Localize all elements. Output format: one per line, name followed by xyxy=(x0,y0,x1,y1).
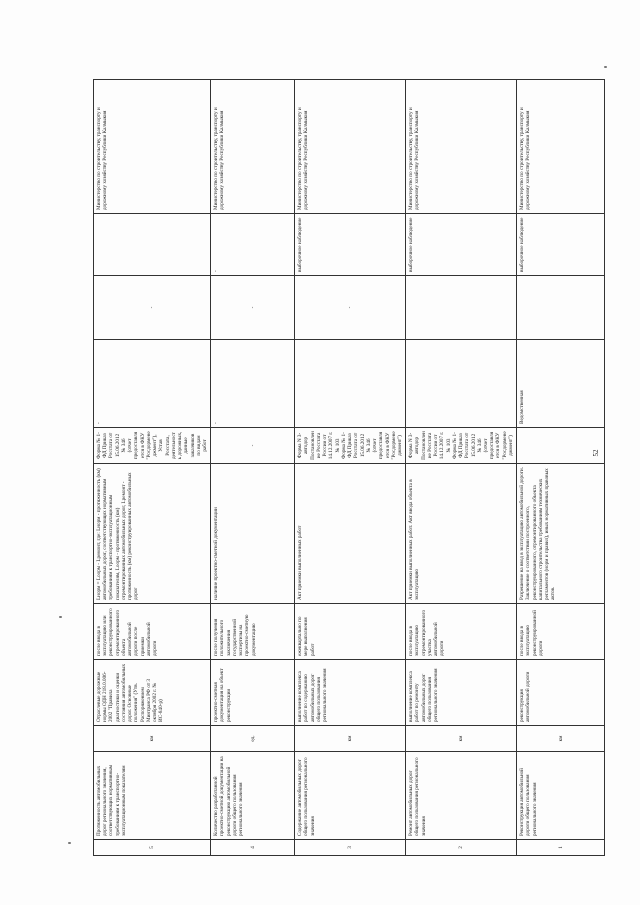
time-characteristic-cell: ежеквартально по мере выполнения работ xyxy=(295,604,406,660)
indicator-name-cell: Ремонт автомобильных дорог общего пользования регионального значения xyxy=(406,752,517,840)
calculation-method-cell: Акт приемки выполненных работ. Акт ввода объекта в эксплуатацию xyxy=(406,464,517,604)
data-source-code-cell: Форма N 3-автодор Постановление Росстата России от 14.12.2007 г. № 103 Форма № 1-ФД Приказ Росстата от 15.06.2012 № 346 (отчет предоставляется в ФКУ "Росдорменеджмент") xyxy=(406,428,517,464)
table-row xyxy=(406,80,517,856)
row-number-cell: 3 xyxy=(295,840,406,856)
data-source-cell: - xyxy=(211,340,295,428)
table-row xyxy=(211,80,295,856)
calculation-method-cell: наличие проектно-сметной документации xyxy=(211,464,295,604)
unit-of-measure-cell: ед. xyxy=(211,726,295,752)
calculation-method-cell: Разрешение на ввод в эксплуатацию автомобильной дороги. Заключение о соответствии построенного, реконструированного, отремонтированного объекта капитального строительства требованиям технических регламентов (норм и правил), иных нормативных правовых актов. xyxy=(517,464,605,604)
data-source-code-cell: Форма № 1-ФД Приказ Росстата от 15.06.2012 № 346 (отчет предоставляется в ФКУ "Росдорменеджмент"), Устав Росстата, деятельность дорожных, данные заказчиков по видам работ xyxy=(94,428,211,464)
indicators-table xyxy=(93,79,605,856)
data-source-cell xyxy=(295,340,406,428)
indicator-definition-cell: Отраслевые дорожные нормы ОДН 218.0.006-2002 "Правила диагностики и оценки состояния автомобильных дорог. Основные положения" (Утв. Распоряжением Минтранса РФ от 3 октября 2002 г. № ИС-840-р) xyxy=(94,660,211,726)
scan-speck xyxy=(604,66,607,68)
aggregation-level-cell xyxy=(517,276,605,340)
unit-of-measure-cell: км xyxy=(295,726,406,752)
responsible-agency-cell: Министерство по строительству, транспорту и дорожному хозяйству Республики Калмыкия xyxy=(406,80,517,214)
unit-of-measure-cell: км xyxy=(94,726,211,752)
data-source-cell xyxy=(406,340,517,428)
indicator-name-cell: Протяженность автомобильных дорог регионального значения, соответствующих нормативным требованиям к транспортно-эксплуатационным показателям xyxy=(94,752,211,840)
row-number-cell: 2 xyxy=(406,840,517,856)
indicator-name-cell: Содержание автомобильных дорог общего пользования регионального значения xyxy=(295,752,406,840)
table-row xyxy=(517,80,605,856)
calculation-method-cell: Lнорм = Lоорм - Lремонт, где: Lнорм - протяженность (км) автомобильных дорог, соответствующих нормативным требованиям к транспортно-эксплуатационным показателям, Lоорм - протяженность (км) отремонтированных автомобильных дорог, Lремонт - протяженность (км) реконструированных автомобильных дорог xyxy=(94,464,211,604)
responsible-agency-cell: Министерство по строительству, транспорту и дорожному хозяйству Республики Калмыкия xyxy=(94,80,211,214)
observation-method-cell xyxy=(94,214,211,276)
indicator-name-cell: Количество разработанной проектно-сметной документации на реконструкцию автомобильной дороги общего пользования регионального значения xyxy=(211,752,295,840)
indicator-definition-cell: выполнение комплекса работ по содержанию автомобильных дорог общего пользования регионального значения xyxy=(295,660,406,726)
time-characteristic-cell: после ввода в эксплуатацию или реконструированного отремонтированного объекта автомобильной дороги после приемки автомобильной дороги xyxy=(94,604,211,660)
aggregation-level-cell: - xyxy=(94,276,211,340)
responsible-agency-cell: Министерство по строительству, транспорту и дорожному хозяйству Республики Калмыкия xyxy=(211,80,295,214)
observation-method-cell: выборочное наблюдение xyxy=(406,214,517,276)
indicator-definition-cell: проектно-сметная документация на объект реконструкции xyxy=(211,660,295,726)
table-row xyxy=(94,80,211,856)
table-row xyxy=(295,80,406,856)
unit-of-measure-cell: км xyxy=(406,726,517,752)
row-number-cell: 5 xyxy=(94,840,211,856)
time-characteristic-cell: после получения положительного заключения государственной экспертизы на проектно-сметную документацию xyxy=(211,604,295,660)
data-source-cell: - xyxy=(94,340,211,428)
rotated-table-wrapper xyxy=(93,80,564,856)
indicator-definition-cell: выполнение комплекса работ по ремонту автомобильных дорог общего пользования регионального значения xyxy=(406,660,517,726)
table-container xyxy=(93,80,564,856)
calculation-method-cell: Акт приемки выполненных работ xyxy=(295,464,406,604)
indicator-definition-cell: реконструкция автомобильной дороги xyxy=(517,660,605,726)
observation-method-cell: - xyxy=(211,214,295,276)
unit-of-measure-cell: км xyxy=(517,726,605,752)
observation-method-cell: выборочное наблюдение xyxy=(517,214,605,276)
observation-method-cell: выборочное наблюдение xyxy=(295,214,406,276)
aggregation-level-cell xyxy=(406,276,517,340)
scan-speck xyxy=(68,842,71,844)
page-number: 52 xyxy=(592,449,600,457)
data-source-cell: Ведомственная xyxy=(517,340,605,428)
aggregation-level-cell: - xyxy=(295,276,406,340)
row-number-cell: 4 xyxy=(211,840,295,856)
indicator-name-cell: Реконструкция автомобильной дороги общего пользования регионального значения xyxy=(517,752,605,840)
data-source-code-cell: - xyxy=(211,428,295,464)
scan-speck xyxy=(59,616,62,618)
time-characteristic-cell: после ввода в эксплуатацию отремонтированного участка автомобильной дороги xyxy=(406,604,517,660)
responsible-agency-cell: Министерство по строительству, транспорту и дорожному хозяйству Республики Калмыкия xyxy=(517,80,605,214)
data-source-code-cell: Форма N 3-автодор Постановление Росстата России от 14.12.2007 г. № 103 Форма № 1-ФД Приказ Росстата от 15.06.2012 № 346 (отчет предоставляется в ФКУ "Росдорменеджмент") xyxy=(295,428,406,464)
aggregation-level-cell: - xyxy=(211,276,295,340)
row-number-cell: 1 xyxy=(517,840,605,856)
responsible-agency-cell: Министерство по строительству, транспорту и дорожному хозяйству Республики Калмыкия xyxy=(295,80,406,214)
time-characteristic-cell: после ввода в эксплуатацию реконструированной дороги xyxy=(517,604,605,660)
